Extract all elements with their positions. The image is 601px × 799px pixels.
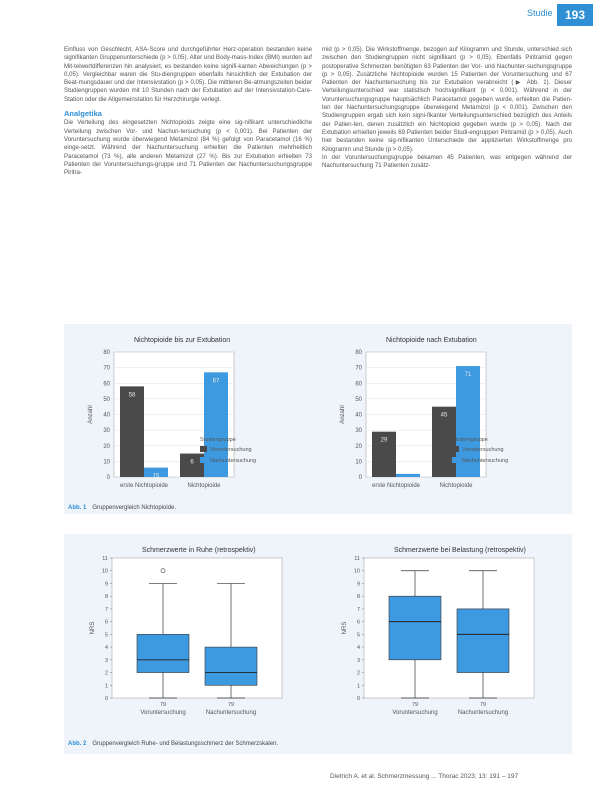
bar-data-label: 45 (440, 412, 448, 419)
y-tick-label: 7 (356, 606, 360, 613)
y-tick-label: 9 (356, 581, 360, 588)
y-tick-label: 6 (356, 619, 360, 626)
y-tick-label: 80 (355, 350, 362, 356)
y-tick-label: 6 (104, 619, 108, 626)
y-tick-label: 1 (104, 683, 108, 690)
y-tick-label: 5 (104, 632, 108, 639)
y-tick-label: 3 (356, 657, 360, 664)
y-tick-label: 10 (103, 459, 110, 466)
y-tick-label: 30 (103, 428, 110, 435)
y-axis-label: NRS (342, 621, 348, 635)
chart-title: Schmerzwerte bei Belastung (retrospektiv) (394, 547, 526, 554)
legend-label: Voruntersuchung (462, 447, 504, 453)
y-axis-label: NRS (90, 621, 96, 635)
x-tick-label: erste Nichtopioide (119, 483, 169, 489)
y-tick-label: 70 (355, 365, 362, 372)
y-tick-label: 11 (354, 556, 360, 562)
left-column (64, 46, 312, 177)
bar-data-label: 15 (152, 473, 160, 480)
y-tick-label: 3 (104, 657, 108, 664)
y-tick-label: 2 (104, 670, 108, 677)
right-column (322, 46, 572, 170)
bar-data-label: 29 (380, 437, 388, 444)
y-tick-label: 30 (355, 428, 362, 435)
figure-1-caption-text: Gruppenvergleich Nichtopioide. (92, 505, 177, 511)
section-tag: Studie (527, 8, 553, 18)
y-tick-label: 8 (104, 594, 108, 601)
bar-data-label: 6 (190, 459, 194, 466)
legend-label: Nachuntersuchung (210, 458, 257, 464)
chart-title: Nichtopioide nach Extubation (386, 337, 477, 344)
y-axis-label: Anzahl (88, 405, 94, 424)
y-tick-label: 20 (355, 443, 362, 450)
y-tick-label: 4 (356, 645, 360, 652)
y-tick-label: 20 (103, 443, 110, 450)
left-paragraph-2: Die Verteilung des eingesetzten Nichtopioids zeigte eine sig-nifikant unterschiedliche Verteilung zwischen Vor- und Nachun-tersuchung (p < 0,001). Bei Patienten der Voruntersuchung wurde überwiegend Metamizol (84 %) gefolgt von Paracetamol (16 %) einge-setzt. Während der Nachuntersuchung erhielten die Patienten mehrheitlich Paracetamol (73 %), alle anderen Metamizol (27 %). Bis zur Extubation erhielten 73 Patienten der Voruntersuchungs-gruppe und 71 Patienten der Nachuntersuchungsgruppe Piritra- (64, 119, 312, 177)
right-paragraph-1: mid (p > 0,05). Die Wirkstoffmenge, bezogen auf Kilogramm und Stunde, unterschied sich zwischen den Studiengruppen nicht signifikant (p > 0,05). Ebenfalls Piritramid gegen postoperative Schmerzen benötigten 63 Patienten der Vor- und Nachunter-suchungsgruppe (p > 0,05). Zusätzliche Nichtopioide wurden 15 Patienten der Voruntersuchung und 67 Patienten der Nachuntersuchung bis zur Extubation verabreicht (▶ Abb. 1). Dieser Verteilungsunterschied war statistisch hochsignifikant (p < 0,001). Während in der Voruntersuchungsgruppe hauptsächlich Paracetamol gegeben wurde, erhielten die Patien-ten der Nachuntersuchungsgruppe überwiegend Metamizol (p < 0,001). Zwischen den Studiengruppen ergab sich kein signi-fikanter Verteilungsunterschied bezüglich des Anteils der Patien-ten, denen zusätzlich ein Nichtopioid gegeben wurde (p > 0,05). Nach der Extubation erhielten jeweils 69 Patienten beider Studi-engruppen Piritramid (p > 0,05). Auch hier bestanden keine sig-nifikanten Unterschiede der applizierten Wirkstoffmenge pro Kilogramm und Stunde (p > 0,05). (322, 46, 572, 153)
y-tick-label: 4 (104, 645, 108, 652)
chart-title: Nichtopioide bis zur Extubation (134, 337, 231, 344)
y-tick-label: 10 (355, 459, 362, 466)
y-tick-label: 0 (104, 696, 108, 702)
bar-vor (120, 386, 144, 477)
figure-1-caption (68, 505, 176, 511)
chart-title: Schmerzwerte in Ruhe (retrospektiv) (142, 547, 256, 554)
y-tick-label: 50 (103, 396, 110, 403)
right-paragraph-2: In der Voruntersuchungsgruppe bekamen 45 Patienten, was entgegen während der Nachuntersuchung 71 Patienten zusätz- (322, 153, 572, 170)
y-tick-label: 40 (103, 412, 110, 419)
figure-2-caption-label: Abb. 2 (68, 741, 87, 747)
legend-swatch (200, 457, 207, 463)
y-tick-label: 70 (103, 365, 110, 372)
bar-data-label: 71 (464, 372, 472, 379)
figure-1-caption-label: Abb. 1 (68, 505, 87, 511)
legend-title: Studiengruppe (452, 437, 488, 443)
x-tick-label: erste Nichtopioide (371, 483, 421, 489)
page-header (0, 0, 601, 30)
bar-nach (396, 474, 420, 477)
y-tick-label: 0 (358, 475, 362, 481)
bar-data-label: 67 (212, 378, 220, 385)
y-tick-label: 80 (103, 350, 110, 356)
y-tick-label: 60 (103, 381, 110, 388)
y-tick-label: 9 (104, 581, 108, 588)
y-tick-label: 10 (353, 568, 360, 575)
x-category-label: Nachuntersuchung (205, 710, 257, 716)
page-number: 193 (557, 4, 593, 26)
legend-title: Studiengruppe (200, 437, 236, 443)
y-tick-label: 7 (104, 606, 108, 613)
legend-label: Nachuntersuchung (462, 458, 509, 464)
y-tick-label: 11 (102, 556, 108, 562)
section-heading: Analgetika (64, 109, 102, 119)
box (205, 647, 257, 685)
x-category-label: Voruntersuchung (392, 710, 438, 716)
y-axis-label: Anzahl (340, 405, 346, 424)
y-tick-label: 60 (355, 381, 362, 388)
y-tick-label: 8 (356, 594, 360, 601)
bar-data-label: 58 (128, 392, 136, 399)
x-tick-label: 79 (159, 702, 167, 708)
y-tick-label: 10 (101, 568, 108, 575)
x-tick-label: 79 (227, 702, 235, 708)
y-tick-label: 1 (356, 683, 360, 690)
legend-swatch (452, 457, 459, 463)
box (389, 596, 441, 660)
x-tick-label: 79 (411, 702, 419, 708)
y-tick-label: 5 (356, 632, 360, 639)
x-category-label: Nachuntersuchung (457, 710, 509, 716)
x-tick-label: Nichtopioide (439, 483, 473, 489)
figure-2-charts (64, 534, 572, 739)
figure-2-caption-text: Gruppenvergleich Ruhe- und Belastungsschmerz der Schmerzskalen. (92, 741, 279, 747)
box (137, 634, 189, 672)
left-paragraph-1: Einfluss von Geschlecht, ASA-Score und durchgeführter Herz-operation bestanden keine signifikanten Gruppenunterschiede (p > 0,05). Alter und Body-mass-Index (BMI) wurden auf Mit-telwertdifferenzen hin analysiert, es bestanden keine signifi-kanten Abweichungen (p > 0,05). Vergleichbar waren die Stu-diengruppen ebenfalls hinsichtlich der Extubation der Beat-mungsdauer und der Intensivstation (p > 0,05). Die mittleren Be-atmungszeiten beider Studiengruppen wurden mit 10 Stunden nach der Extubation auf der Intensivstation-Care-Station oder die Allgemeinstation für Herzchirurgie verlegt. (64, 46, 312, 103)
y-tick-label: 2 (356, 670, 360, 677)
page-footer: Dietrich A. et al. Schmerzmessung ... Thorac 2023; 13: 191 – 197 (330, 773, 519, 780)
legend-swatch (452, 446, 459, 452)
y-tick-label: 40 (355, 412, 362, 419)
box (457, 609, 509, 673)
figure-2-caption (68, 741, 278, 747)
x-tick-label: Nichtopioide (187, 483, 221, 489)
x-category-label: Voruntersuchung (140, 710, 186, 716)
y-tick-label: 0 (106, 475, 110, 481)
figure-1-charts (64, 324, 572, 504)
legend-label: Voruntersuchung (210, 447, 252, 453)
legend-swatch (200, 446, 207, 452)
y-tick-label: 0 (356, 696, 360, 702)
y-tick-label: 50 (355, 396, 362, 403)
x-tick-label: 79 (479, 702, 487, 708)
